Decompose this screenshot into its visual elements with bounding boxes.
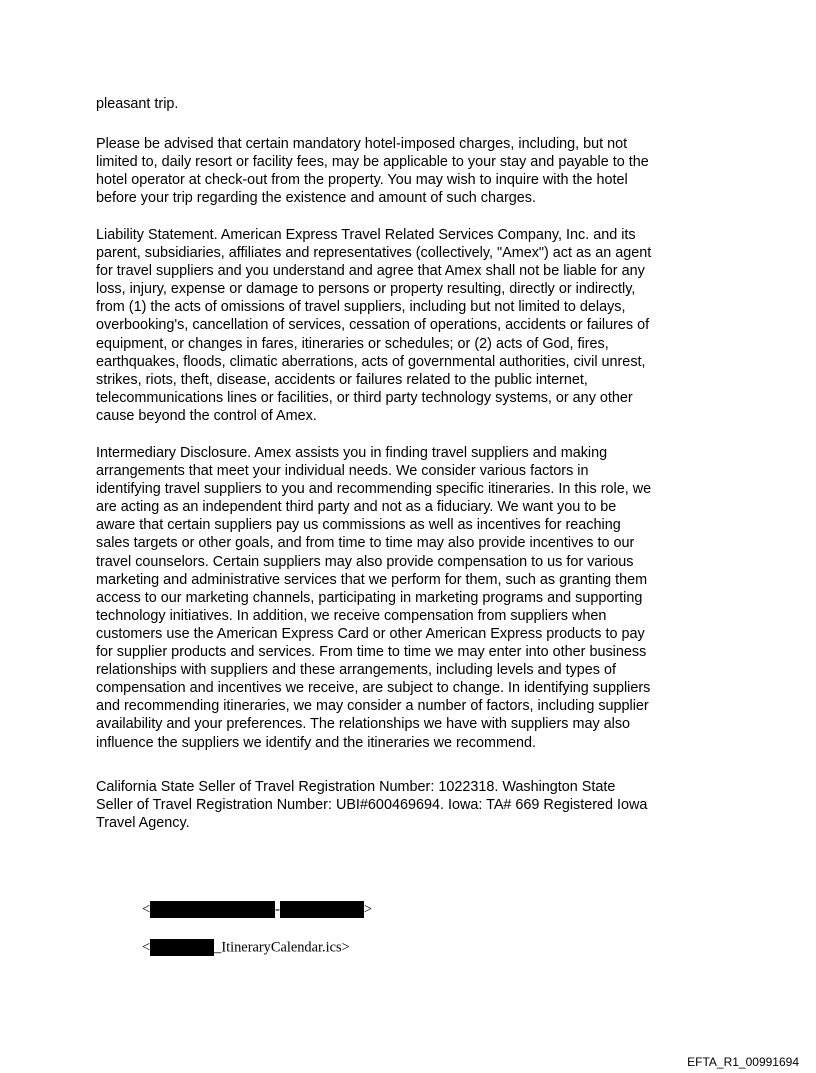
attachment-link-itinerary-calendar[interactable] (142, 938, 350, 957)
paragraph-hotel-charges: Please be advised that certain mandatory hotel-imposed charges, including, but not limited to, daily resort or facility fees, may be applicable to your stay and payable to the hotel operator at check-out from the property. You may wish to inquire with the hotel before your trip regarding the existence and amount of such charges. (96, 136, 649, 207)
paragraph-closing-line: pleasant trip. (96, 96, 179, 112)
attachment-filename: _ItineraryCalendar.ics> (214, 939, 350, 956)
attachment-open-bracket: < (142, 939, 151, 956)
attachment-link-redacted[interactable] (142, 900, 372, 919)
redaction-block (280, 901, 364, 918)
document-id-stamp: EFTA_R1_00991694 (687, 1055, 799, 1069)
attachment-close-bracket: > (363, 901, 373, 918)
redaction-block (150, 901, 275, 918)
attachment-separator: - (275, 901, 280, 918)
attachment-open-bracket: < (142, 901, 151, 918)
redaction-block (150, 939, 214, 956)
paragraph-intermediary-disclosure: Intermediary Disclosure. Amex assists you in finding travel suppliers and making arrangements that meet your individual needs. We consider various factors in identifying travel suppliers to you and recommending specific itineraries. In this role, we are acting as an independent third party and not as a fiduciary. We want you to be aware that certain suppliers pay us commissions as well as incentives for reaching sales targets or other goals, and from time to time may also provide incentives to our travel counselors. Certain suppliers may also provide compensation to us for various marketing and administrative services that we perform for them, such as granting them access to our marketing channels, participating in marketing programs and supporting technology initiatives. In addition, we receive compensation from suppliers when customers use the American Express Card or other American Express products to pay for supplier products and services. From time to time we may enter into other business relationships with suppliers and these arrangements, including levels and types of compensation and incentives we receive, are subject to change. In identifying suppliers and recommending itineraries, we may consider a number of factors, including supplier availability and your preferences. The relationships we have with suppliers may also influence the suppliers we identify and the itineraries we recommend. (96, 445, 652, 751)
paragraph-liability-statement: Liability Statement. American Express Travel Related Services Company, Inc. and its parent, subsidiaries, affiliates and representatives (collectively, "Amex") act as an agent for travel suppliers and you understand and agree that Amex shall not be liable for any loss, injury, expense or damage to persons or property resulting, directly or indirectly, from (1) the acts of omissions of travel suppliers, including but not limited to delays, overbooking's, cancellation of services, cessation of operations, accidents or failures of equipment, or changes in fares, itineraries or schedules; or (2) acts of God, fires, earthquakes, floods, climatic aberrations, acts of governmental authorities, civil unrest, strikes, riots, theft, disease, accidents or failures related to the public internet, telecommunications lines or facilities, or third party technology systems, or any other cause beyond the control of Amex. (96, 227, 652, 424)
paragraph-registration-numbers: California State Seller of Travel Registration Number: 1022318. Washington State Seller of Travel Registration Number: UBI#600469694. Iowa: TA# 669 Registered Iowa Travel Agency. (96, 779, 648, 832)
